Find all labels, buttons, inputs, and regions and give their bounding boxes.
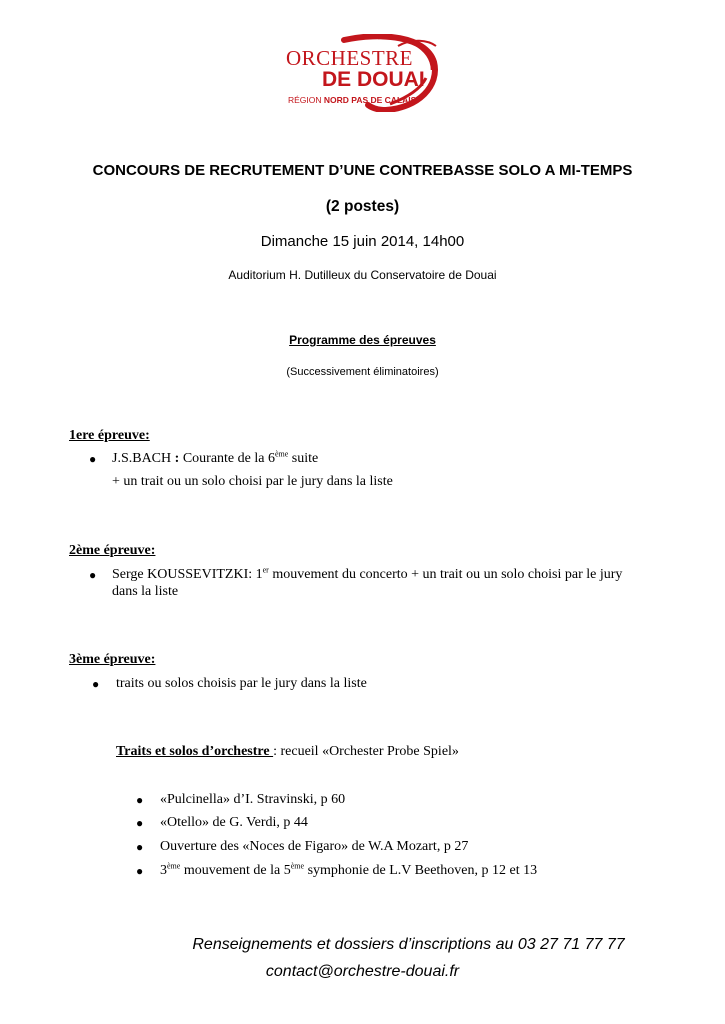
traits-heading: Traits et solos d’orchestre : recueil «Orchester Probe Spiel»	[116, 744, 459, 759]
bullet-icon: ●	[136, 840, 144, 854]
traits-item-figaro: Ouverture des «Noces de Figaro» de W.A Mozart, p 27	[160, 839, 469, 854]
logo-line-de-douai: DE DOUAI	[322, 68, 425, 91]
epreuve-3-item: traits ou solos choisis par le jury dans la liste	[116, 676, 367, 691]
epreuve-1-item: J.S.BACH : Courante de la 6ème suite	[112, 449, 319, 466]
bullet-icon: ●	[92, 677, 100, 691]
epreuve-1-heading: 1ere épreuve:	[69, 428, 150, 443]
page-title: CONCOURS DE RECRUTEMENT D’UNE CONTREBASSE SOLO A MI-TEMPS	[92, 162, 633, 179]
traits-item-otello: «Otello» de G. Verdi, p 44	[160, 815, 308, 830]
logo-line-orchestre: ORCHESTRE	[286, 46, 414, 70]
epreuve-2-item: Serge KOUSSEVITZKI: 1er mouvement du concerto + un trait ou un solo choisi par le jury	[112, 565, 623, 582]
bullet-icon: ●	[136, 864, 144, 878]
epreuve-2-heading: 2ème épreuve:	[69, 543, 156, 558]
epreuve-3-heading: 3ème épreuve:	[69, 652, 156, 667]
epreuve-1-item-line2: + un trait ou un solo choisi par le jury dans la liste	[112, 474, 393, 489]
bullet-icon: ●	[136, 816, 144, 830]
footer-email[interactable]: contact@orchestre-douai.fr	[265, 963, 460, 980]
bullet-icon: ●	[136, 793, 144, 807]
programme-note: (Successivement éliminatoires)	[286, 366, 439, 378]
programme-heading: Programme des épreuves	[289, 333, 436, 347]
bullet-icon: ●	[89, 452, 97, 466]
logo-line-region: RÉGION NORD PAS DE CALAIS	[288, 95, 417, 105]
orchestre-logo	[286, 34, 438, 110]
contest-date: Dimanche 15 juin 2014, 14h00	[260, 233, 465, 250]
traits-item-beethoven: 3ème mouvement de la 5ème symphonie de L.V Beethoven, p 12 et 13	[160, 861, 538, 878]
epreuve-2-item-line2: dans la liste	[112, 584, 179, 599]
traits-item-pulcinella: «Pulcinella» d’I. Stravinski, p 60	[160, 792, 346, 807]
contest-venue: Auditorium H. Dutilleux du Conservatoire de Douai	[228, 268, 497, 282]
postes-count: (2 postes)	[325, 198, 400, 215]
footer-info: Renseignements et dossiers d’inscriptions au 03 27 71 77 77	[192, 936, 625, 953]
bullet-icon: ●	[89, 568, 97, 582]
